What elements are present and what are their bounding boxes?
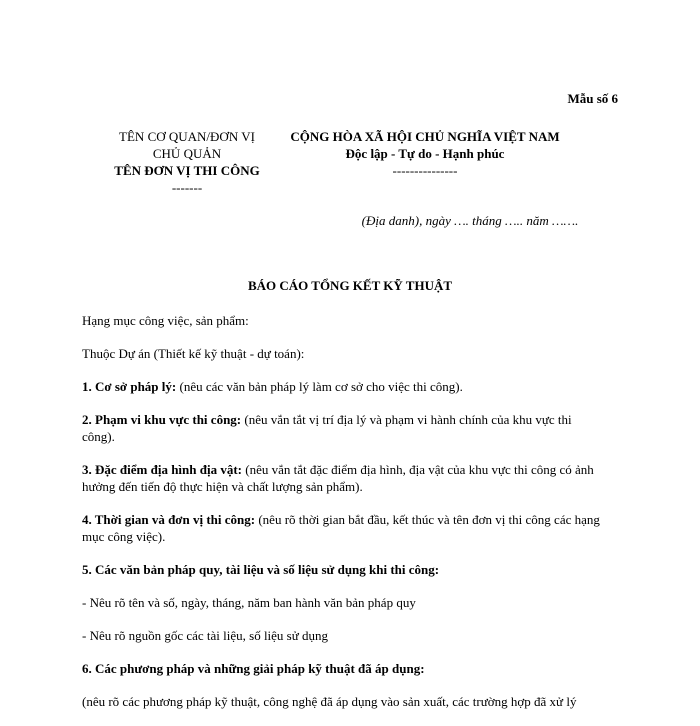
report-item xyxy=(82,693,604,710)
item-heading: 4. Thời gian và đơn vị thi công: xyxy=(82,512,256,527)
agency-divider: ------- xyxy=(171,180,203,195)
report-item xyxy=(82,660,604,677)
national-motto: Độc lập - Tự do - Hạnh phúc xyxy=(345,146,505,161)
item-text: - Nêu rõ nguồn gốc các tài liệu, số liệu sử dụng xyxy=(82,628,329,643)
item-text: (nêu vắn tắt đặc điểm địa hình, địa vật của khu vực thi công có ảnh hưởng đến tiến độ thực hiện và chất lượng sản phẩm). xyxy=(82,462,594,494)
report-item xyxy=(82,594,604,611)
report-item xyxy=(82,378,604,395)
report-item xyxy=(82,627,604,644)
item-heading: 2. Phạm vi khu vực thi công: xyxy=(82,412,242,427)
report-item xyxy=(82,561,604,578)
item-text: Thuộc Dự án (Thiết kế kỹ thuật - dự toán): xyxy=(82,346,305,361)
agency-line-3: TÊN ĐƠN VỊ THI CÔNG xyxy=(114,163,260,178)
agency-line-1: TÊN CƠ QUAN/ĐƠN VỊ xyxy=(119,129,255,144)
item-text: (nêu các văn bản pháp lý làm cơ sở cho việc thi công). xyxy=(176,379,463,394)
national-header xyxy=(265,128,585,179)
form-number: Mẫu số 6 xyxy=(567,91,618,106)
agency-header xyxy=(92,128,282,196)
report-body xyxy=(82,312,604,726)
national-title: CỘNG HÒA XÃ HỘI CHỦ NGHĨA VIỆT NAM xyxy=(290,129,560,144)
report-item xyxy=(82,345,604,362)
report-title: BÁO CÁO TỔNG KẾT KỸ THUẬT xyxy=(247,278,453,293)
report-item xyxy=(82,411,604,445)
item-text: (nêu vắn tắt vị trí địa lý và phạm vi hành chính của khu vực thi công). xyxy=(82,412,572,444)
item-text: (nêu rõ các phương pháp kỹ thuật, công nghệ đã áp dụng vào sản xuất, các trường hợp đã xử lý xyxy=(82,694,577,709)
item-heading: 1. Cơ sở pháp lý: xyxy=(82,379,177,394)
item-text: (nêu rõ thời gian bắt đầu, kết thúc và tên đơn vị thi công các hạng mục công việc). xyxy=(82,512,600,544)
item-heading: 6. Các phương pháp và những giải pháp kỹ thuật đã áp dụng: xyxy=(82,661,425,676)
national-divider: --------------- xyxy=(392,163,458,178)
report-item xyxy=(82,511,604,545)
item-heading: 3. Đặc điểm địa hình địa vật: xyxy=(82,462,242,477)
item-text: Hạng mục công việc, sản phẩm: xyxy=(82,313,249,328)
agency-line-2: CHỦ QUẢN xyxy=(152,146,222,161)
item-heading: 5. Các văn bản pháp quy, tài liệu và số liệu sử dụng khi thi công: xyxy=(82,562,440,577)
item-text: - Nêu rõ tên và số, ngày, tháng, năm ban hành văn bản pháp quy xyxy=(82,595,416,610)
report-item xyxy=(82,312,604,329)
report-item xyxy=(82,461,604,495)
place-date-line: (Địa danh), ngày …. tháng ….. năm ……. xyxy=(361,213,579,228)
